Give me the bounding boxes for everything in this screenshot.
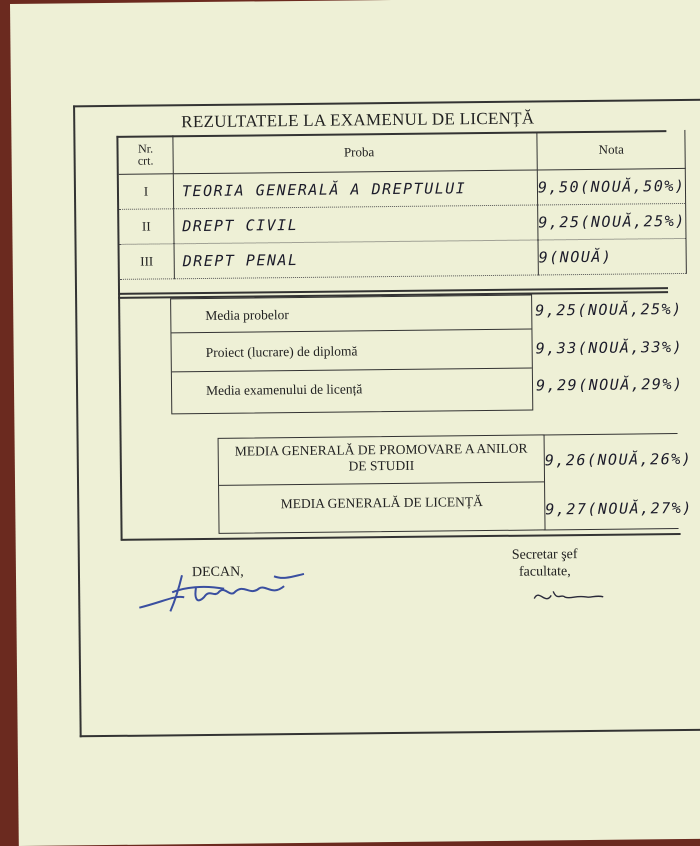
row-nr: III — [120, 244, 175, 280]
row-nr: I — [119, 174, 174, 210]
table-row — [119, 203, 686, 244]
general-value: 9,26(NOUĂ,26%) — [544, 449, 693, 470]
summary-label: Media probelor — [205, 307, 289, 323]
exam-results-table — [118, 130, 687, 280]
document-page — [10, 0, 700, 846]
summary-label: Proiect (lucrare) de diplomă — [205, 343, 358, 360]
row-proba: DREPT PENAL — [174, 240, 538, 279]
general-box — [218, 434, 546, 533]
row-nota: 9,50(NOUĂ,50%) — [537, 168, 686, 205]
summary-row — [171, 296, 531, 334]
header-proba: Proba — [173, 131, 537, 173]
header-nota: Nota — [537, 130, 686, 170]
summary-row — [172, 370, 532, 412]
row-nota: 9,25(NOUĂ,25%) — [538, 203, 687, 240]
dean-signature — [134, 566, 315, 618]
header-nr: Nr. crt. — [118, 135, 173, 174]
row-proba: DREPT CIVIL — [174, 205, 538, 244]
summary-value: 9,33(NOUĂ,33%) — [535, 337, 684, 358]
general-value: 9,27(NOUĂ,27%) — [545, 498, 693, 519]
row-proba: TEORIA GENERALĂ A DREPTULUI — [173, 170, 537, 209]
summary-row — [171, 331, 531, 373]
dean-label: DECAN, — [191, 564, 244, 581]
secretary-signature — [531, 583, 611, 609]
secretary-line1: Secretar şef — [511, 547, 578, 563]
summary-value: 9,29(NOUĂ,29%) — [535, 374, 684, 395]
summary-value: 9,25(NOUĂ,25%) — [535, 299, 683, 320]
secretary-label — [512, 546, 578, 581]
summary-box — [170, 295, 533, 415]
table-row — [119, 168, 686, 209]
row-nota: 9(NOUĂ) — [538, 238, 687, 275]
general-row — [219, 435, 544, 485]
table-header-row — [118, 130, 685, 174]
table-row — [120, 238, 687, 279]
general-label: MEDIA GENERALĂ DE LICENȚĂ — [280, 494, 483, 512]
page-title: REZULTATELE LA EXAMENUL DE LICENȚĂ — [181, 108, 535, 132]
row-nr: II — [119, 209, 174, 245]
summary-label: Media examenului de licență — [205, 381, 363, 398]
secretary-line2: facultate, — [518, 564, 571, 580]
general-label: MEDIA GENERALĂ DE PROMOVARE A ANILOR DE STUDII — [234, 440, 528, 474]
